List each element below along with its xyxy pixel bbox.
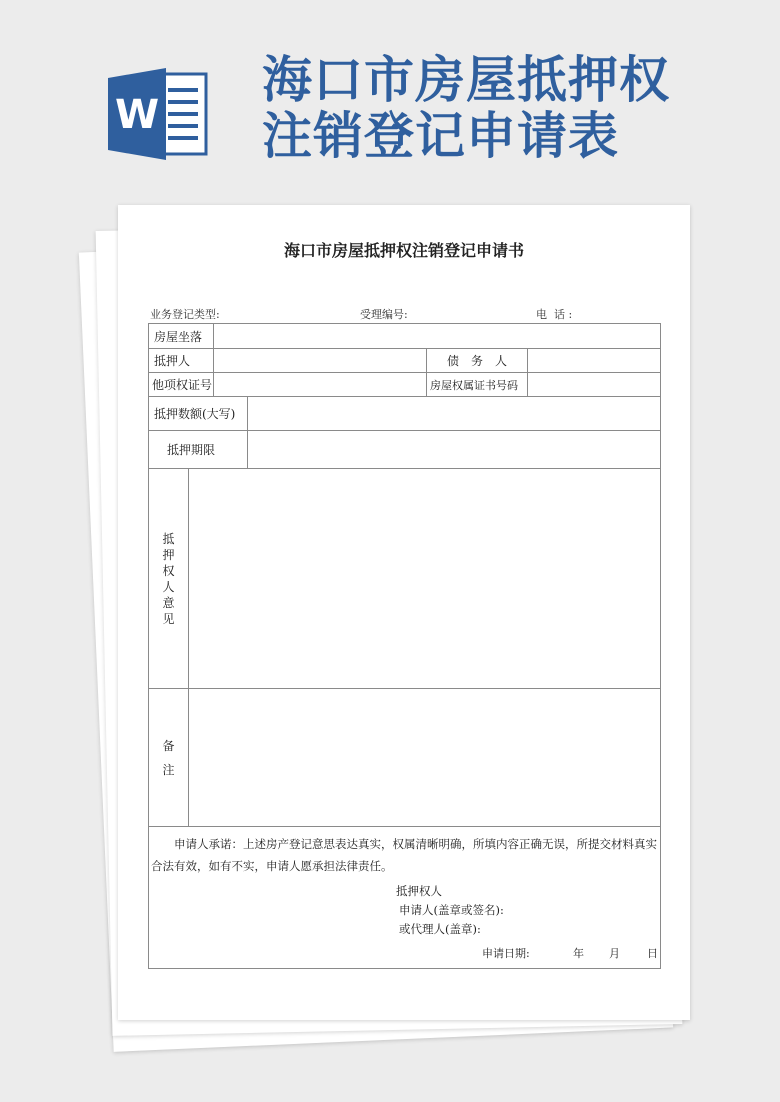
banner-title: 海口市房屋抵押权 注销登记申请表 <box>262 51 670 165</box>
location-label: 房屋坐落 <box>148 323 214 349</box>
opinion-label: 抵 押 权 人 意 见 <box>148 468 189 689</box>
year-label: 年 <box>573 947 584 960</box>
location-field[interactable] <box>213 323 661 349</box>
agent-sign-label: 或代理人(盖章): <box>399 922 481 936</box>
debtor-label: 债 务 人 <box>426 348 528 373</box>
date-label: 申请日期: <box>482 947 530 960</box>
day-label: 日 <box>647 947 658 960</box>
acceptance-number-label: 受理编号: <box>360 308 408 321</box>
other-cert-label: 他项权证号 <box>148 372 214 397</box>
debtor-field[interactable] <box>527 348 661 373</box>
amount-field[interactable] <box>247 396 661 431</box>
phone-label: 电 话 : <box>536 308 573 321</box>
other-cert-field[interactable] <box>213 372 427 397</box>
mortgagor-field[interactable] <box>213 348 427 373</box>
word-icon <box>108 68 208 160</box>
business-type-label: 业务登记类型: <box>150 308 220 321</box>
applicant-sign-label: 申请人(盖章或签名): <box>399 903 504 917</box>
holder-label: 抵押权人 <box>396 884 442 898</box>
svg-text:W: W <box>114 92 160 138</box>
commitment-section <box>148 826 661 969</box>
commitment-text: 申请人承诺：上述房产登记意思表达真实，权属清晰明确，所填内容正确无误，所提交材料真实合法有效，如有不实，申请人愿承担法律责任。 <box>151 837 657 873</box>
mortgagor-label: 抵押人 <box>148 348 214 373</box>
document-title: 海口市房屋抵押权注销登记申请书 <box>283 241 524 260</box>
remark-field[interactable] <box>188 688 661 827</box>
term-field[interactable] <box>247 430 661 469</box>
opinion-field[interactable] <box>188 468 661 689</box>
amount-label: 抵押数额(大写) <box>148 396 248 431</box>
property-cert-label: 房屋权属证书号码 <box>426 372 528 397</box>
property-cert-field[interactable] <box>527 372 661 397</box>
term-label: 抵押期限 <box>148 430 248 469</box>
month-label: 月 <box>609 947 620 960</box>
remark-label: 备 注 <box>148 688 189 827</box>
